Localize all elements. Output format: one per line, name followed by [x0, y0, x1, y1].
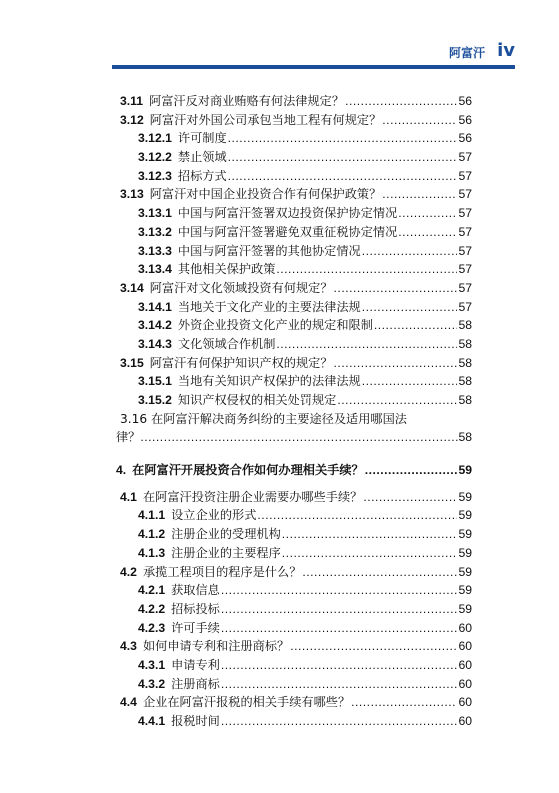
toc-entry[interactable] — [116, 111, 472, 130]
table-of-contents — [116, 92, 472, 731]
page-number: iv — [497, 40, 515, 61]
toc-entry[interactable] — [116, 316, 472, 335]
toc-entry-number: 3.14.2 — [138, 318, 172, 333]
toc-entry-title: 许可制度 — [177, 131, 227, 146]
toc-entry-title: 设立企业的形式 — [171, 508, 257, 523]
toc-entry-page: 60 — [458, 639, 472, 654]
dot-leader — [221, 619, 458, 638]
toc-section-3 — [116, 92, 472, 410]
toc-entry[interactable] — [116, 223, 472, 242]
toc-entry[interactable] — [116, 92, 472, 111]
dot-leader — [334, 279, 458, 298]
toc-entry-number: 3.13.2 — [138, 224, 172, 239]
dot-leader — [290, 637, 457, 656]
toc-entry-title: 招标投标 — [171, 601, 220, 616]
toc-entry[interactable] — [116, 279, 472, 298]
toc-entry[interactable] — [116, 544, 472, 563]
toc-entry-number: 3.14 — [120, 280, 144, 295]
dot-leader — [257, 506, 457, 525]
toc-entry-title: 当地有关知识产权保护的法律法规 — [177, 374, 361, 389]
toc-entry-page: 59 — [458, 601, 472, 616]
toc-entry[interactable] — [116, 600, 472, 619]
toc-entry-page: 56 — [458, 112, 472, 127]
dot-leader — [228, 148, 458, 167]
toc-entry[interactable] — [116, 461, 472, 480]
toc-entry-title: 承揽工程项目的程序是什么？ — [142, 564, 302, 579]
dot-leader — [140, 428, 458, 447]
toc-entry-number: 3.14.3 — [138, 336, 172, 351]
toc-entry-number: 4.2.3 — [138, 620, 166, 635]
toc-entry-number: 4.1 — [120, 489, 137, 504]
dot-leader — [221, 600, 458, 619]
toc-entry-page: 56 — [458, 131, 472, 146]
toc-entry-page: 58 — [458, 336, 472, 351]
toc-entry[interactable] — [116, 335, 472, 354]
toc-entry-title: 许可手续 — [171, 620, 220, 635]
toc-entry-number: 3.12.1 — [138, 131, 172, 146]
toc-entry-page: 57 — [458, 187, 472, 202]
toc-entry-number: 3.15.2 — [138, 393, 172, 407]
dot-leader — [302, 563, 457, 582]
toc-entry-number: 3.12 — [120, 112, 144, 127]
toc-entry[interactable] — [116, 506, 472, 525]
toc-entry-page: 58 — [458, 318, 472, 333]
toc-entry-title: 在阿富汗开展投资合作如何办理相关手续？ — [132, 463, 364, 478]
toc-entry-number: 3.13.4 — [138, 262, 172, 277]
toc-entry-title-continued: 律？ — [116, 430, 141, 445]
dot-leader — [334, 354, 458, 373]
dot-leader — [221, 581, 458, 600]
dot-leader — [345, 92, 457, 111]
toc-entry-title: 在阿富汗投资注册企业需要办哪些手续？ — [142, 489, 363, 504]
dot-leader — [221, 712, 458, 731]
toc-entry-page: 57 — [458, 243, 472, 258]
toc-entry[interactable] — [116, 167, 472, 186]
toc-entry-title: 中国与阿富汗签署双边投资保护协定情况 — [177, 206, 398, 221]
toc-entry-page: 60 — [458, 695, 472, 710]
toc-entry[interactable] — [116, 354, 472, 373]
toc-entry-title: 报税时间 — [171, 714, 220, 729]
toc-entry-page: 56 — [458, 94, 472, 108]
toc-entry-page: 59 — [458, 583, 472, 598]
toc-entry-page: 60 — [458, 676, 472, 691]
toc-entry-page: 57 — [458, 262, 472, 277]
toc-entry-page: 57 — [458, 150, 472, 165]
dot-leader — [382, 111, 457, 130]
toc-entry-title: 注册企业的主要程序 — [171, 545, 281, 560]
dot-leader — [276, 260, 457, 279]
toc-entry-number: 3.11 — [120, 94, 144, 108]
dot-leader — [221, 656, 458, 675]
toc-entry-title: 如何申请专利和注册商标？ — [142, 639, 290, 654]
toc-entry-page: 58 — [458, 355, 472, 370]
toc-entry[interactable] — [116, 693, 472, 712]
header-rule — [112, 65, 515, 69]
toc-entry-title: 当地关于文化产业的主要法律法规 — [177, 299, 361, 314]
toc-entry-number: 4.1.1 — [138, 508, 166, 523]
toc-entry-page: 59 — [458, 527, 472, 542]
toc-entry-title: 阿富汗反对商业贿赂有何法律规定？ — [149, 94, 345, 108]
toc-entry-page: 57 — [458, 280, 472, 295]
dot-leader — [282, 525, 458, 544]
dot-leader — [351, 693, 457, 712]
toc-entry-title: 企业在阿富汗报税的相关手续有哪些？ — [142, 695, 351, 710]
toc-entry-number: 3.16 — [120, 411, 148, 426]
toc-entry-title: 阿富汗对外国公司承包当地工程有何规定？ — [149, 112, 382, 127]
toc-entry[interactable] — [116, 525, 472, 544]
toc-entry-title: 禁止领域 — [177, 150, 227, 165]
toc-entry[interactable] — [116, 563, 472, 582]
toc-entry-page: 58 — [458, 393, 472, 407]
toc-entry[interactable] — [116, 372, 472, 391]
section-gap — [116, 447, 472, 461]
toc-entry-title: 其他相关保护政策 — [177, 262, 276, 277]
toc-entry-page: 57 — [458, 168, 472, 183]
toc-entry-number: 4.2.2 — [138, 601, 166, 616]
dot-leader — [382, 185, 457, 204]
dot-leader — [363, 488, 457, 507]
toc-entry-title: 阿富汗对中国企业投资合作有何保护政策？ — [149, 187, 382, 202]
toc-entry-number: 4. — [116, 463, 127, 478]
dot-leader — [362, 298, 458, 317]
toc-entry[interactable] — [116, 204, 472, 223]
toc-entry-number: 3.15.1 — [138, 374, 172, 389]
toc-entry-title: 招标方式 — [177, 168, 227, 183]
toc-entry[interactable] — [116, 298, 472, 317]
toc-entry-number: 4.3.2 — [138, 676, 166, 691]
toc-entry-title: 阿富汗对文化领域投资有何规定？ — [149, 280, 333, 295]
toc-entry[interactable] — [116, 488, 472, 507]
toc-entry-number: 3.13.1 — [138, 206, 172, 221]
toc-entry-number: 4.4.1 — [138, 714, 166, 729]
toc-entry[interactable] — [116, 410, 472, 447]
toc-entry-page: 59 — [458, 463, 472, 478]
toc-entry-page: 57 — [458, 206, 472, 221]
dot-leader — [374, 316, 458, 335]
toc-entry-title: 外资企业投资文化产业的规定和限制 — [177, 318, 373, 333]
toc-entry-page: 59 — [458, 545, 472, 560]
toc-entry[interactable] — [116, 637, 472, 656]
dot-leader — [362, 372, 458, 391]
toc-entry[interactable] — [116, 148, 472, 167]
toc-entry-page: 59 — [458, 508, 472, 523]
toc-entry[interactable] — [116, 185, 472, 204]
toc-entry-number: 3.15 — [120, 355, 144, 370]
toc-entry-number: 3.14.1 — [138, 299, 172, 314]
toc-entry-number: 3.13 — [120, 187, 144, 202]
toc-entry-page: 60 — [458, 714, 472, 729]
toc-entry[interactable] — [116, 619, 472, 638]
dot-leader — [365, 461, 458, 480]
toc-entry[interactable] — [116, 260, 472, 279]
toc-entry-title: 阿富汗有何保护知识产权的规定？ — [149, 355, 333, 370]
toc-entry[interactable] — [116, 581, 472, 600]
toc-entry-page: 57 — [458, 299, 472, 314]
toc-entry-title: 中国与阿富汗签署避免双重征税协定情况 — [177, 224, 398, 239]
toc-section-4 — [116, 461, 472, 731]
toc-entry-number: 4.4 — [120, 695, 137, 710]
toc-entry-number: 4.1.2 — [138, 527, 166, 542]
toc-entry[interactable] — [116, 712, 472, 731]
toc-entry[interactable] — [116, 656, 472, 675]
toc-entry[interactable] — [116, 675, 472, 694]
dot-leader — [337, 391, 457, 410]
toc-entry-number: 3.12.2 — [138, 150, 172, 165]
toc-entry-title: 文化领域合作机制 — [177, 336, 276, 351]
toc-entry-number: 3.13.3 — [138, 243, 172, 258]
toc-entry-page: 60 — [458, 657, 472, 672]
toc-entry-title: 获取信息 — [171, 583, 220, 598]
dot-leader — [276, 335, 457, 354]
toc-entry-page: 58 — [458, 430, 472, 445]
toc-entry-title: 注册企业的受理机构 — [171, 527, 281, 542]
page-header — [0, 0, 559, 72]
toc-entry-page: 58 — [458, 374, 472, 389]
dot-leader — [282, 544, 458, 563]
toc-entry-page: 57 — [458, 224, 472, 239]
toc-entry-page: 60 — [458, 620, 472, 635]
toc-entry-title: 注册商标 — [171, 676, 220, 691]
toc-entry-number: 4.2.1 — [138, 583, 166, 598]
toc-entry[interactable] — [116, 242, 472, 261]
dot-leader — [228, 167, 458, 186]
toc-entry-page: 59 — [458, 489, 472, 504]
toc-entry[interactable] — [116, 129, 472, 148]
running-header-title: 阿富汗 — [448, 46, 485, 60]
toc-entry-number: 4.3 — [120, 639, 137, 654]
toc-entry-number: 4.1.3 — [138, 545, 166, 560]
dot-leader — [228, 129, 458, 148]
toc-entry[interactable] — [116, 391, 472, 410]
toc-entry-number: 4.3.1 — [138, 657, 166, 672]
toc-entry-number: 3.12.3 — [138, 168, 172, 183]
toc-entry-title: 在阿富汗解决商务纠纷的主要途径及适用哪国法 — [151, 411, 407, 426]
toc-entry-title: 知识产权侵权的相关处罚规定 — [177, 393, 337, 407]
toc-entry-title: 申请专利 — [171, 657, 220, 672]
dot-leader — [221, 675, 458, 694]
dot-leader — [398, 223, 457, 242]
dot-leader — [362, 242, 458, 261]
dot-leader — [398, 204, 457, 223]
toc-entry-number: 4.2 — [120, 564, 137, 579]
toc-entry-page: 59 — [458, 564, 472, 579]
toc-entry-title: 中国与阿富汗签署的其他协定情况 — [177, 243, 361, 258]
